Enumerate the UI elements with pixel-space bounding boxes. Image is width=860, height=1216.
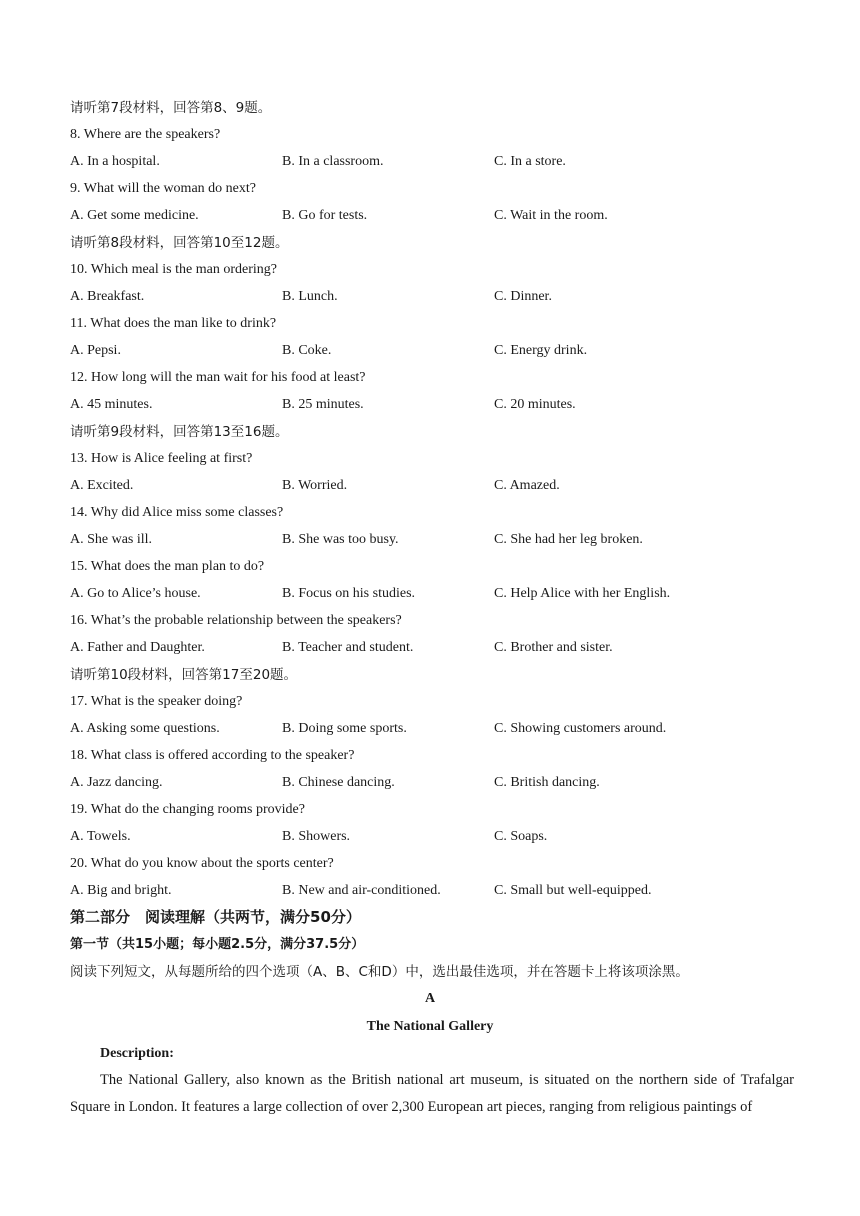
option-a: A. In a hospital. — [70, 154, 160, 169]
option-b: B. New and air-conditioned. — [282, 883, 441, 898]
option-b: B. Showers. — [282, 829, 351, 844]
options-14 — [70, 531, 790, 549]
options-20 — [70, 882, 790, 900]
option-a: A. Get some medicine. — [70, 208, 199, 223]
option-a: A. Go to Alice’s house. — [70, 586, 201, 601]
passage-letter: A — [424, 991, 436, 1006]
description-label: Description: — [100, 1046, 174, 1061]
options-12 — [70, 396, 790, 414]
option-b: B. Teacher and student. — [282, 640, 414, 655]
question-14: 14. Why did Alice miss some classes? — [70, 505, 284, 520]
option-b: B. Go for tests. — [282, 208, 368, 223]
listening-intro-8: 请听第8段材料，回答第10至12题。 — [70, 235, 289, 251]
option-b: B. Chinese dancing. — [282, 775, 395, 790]
options-13 — [70, 477, 790, 495]
option-a: A. 45 minutes. — [70, 397, 153, 412]
option-b: B. Lunch. — [282, 289, 338, 304]
option-b: B. In a classroom. — [282, 154, 384, 169]
question-16: 16. What’s the probable relationship between the speakers? — [70, 613, 402, 628]
option-a: A. Big and bright. — [70, 883, 172, 898]
option-b: B. Doing some sports. — [282, 721, 407, 736]
option-a: A. Father and Daughter. — [70, 640, 205, 655]
listening-intro-10: 请听第10段材料，回答第17至20题。 — [70, 667, 298, 683]
option-c: C. In a store. — [494, 154, 566, 169]
passage-title: The National Gallery — [366, 1019, 494, 1034]
options-9 — [70, 207, 790, 225]
option-c: C. British dancing. — [494, 775, 600, 790]
option-b: B. She was too busy. — [282, 532, 399, 547]
options-16 — [70, 639, 790, 657]
options-19 — [70, 828, 790, 846]
question-10: 10. Which meal is the man ordering? — [70, 262, 277, 277]
option-c: C. 20 minutes. — [494, 397, 576, 412]
option-b: B. Worried. — [282, 478, 348, 493]
option-a: A. Jazz dancing. — [70, 775, 163, 790]
option-c: C. Showing customers around. — [494, 721, 667, 736]
option-b: B. Focus on his studies. — [282, 586, 416, 601]
question-13: 13. How is Alice feeling at first? — [70, 451, 253, 466]
question-17: 17. What is the speaker doing? — [70, 694, 243, 709]
option-c: C. She had her leg broken. — [494, 532, 643, 547]
options-11 — [70, 342, 790, 360]
question-11: 11. What does the man like to drink? — [70, 316, 277, 331]
question-20: 20. What do you know about the sports center? — [70, 856, 334, 871]
option-a: A. Excited. — [70, 478, 134, 493]
option-c: C. Dinner. — [494, 289, 552, 304]
listening-intro-9: 请听第9段材料，回答第13至16题。 — [70, 424, 289, 440]
part-two-heading: 第二部分 阅读理解（共两节，满分50分） — [70, 908, 361, 926]
question-8: 8. Where are the speakers? — [70, 127, 221, 142]
option-a: A. Breakfast. — [70, 289, 145, 304]
option-a: A. Asking some questions. — [70, 721, 220, 736]
question-19: 19. What do the changing rooms provide? — [70, 802, 305, 817]
options-18 — [70, 774, 790, 792]
options-8 — [70, 153, 790, 171]
options-17 — [70, 720, 790, 738]
option-c: C. Brother and sister. — [494, 640, 613, 655]
question-18: 18. What class is offered according to the speaker? — [70, 748, 355, 763]
options-15 — [70, 585, 790, 603]
listening-intro-7: 请听第7段材料，回答第8、9题。 — [70, 100, 272, 116]
option-c: C. Soaps. — [494, 829, 548, 844]
option-c: C. Amazed. — [494, 478, 560, 493]
section-one-heading: 第一节（共15小题；每小题2.5分，满分37.5分） — [70, 937, 365, 952]
question-15: 15. What does the man plan to do? — [70, 559, 265, 574]
passage-paragraph: The National Gallery, also known as the British national art museum, is situated on the northern side of Trafalgar Square in London. It features a large collection of over 2,300 European art pieces, ranging from religious paintings of — [70, 1072, 794, 1115]
option-a: A. She was ill. — [70, 532, 153, 547]
option-b: B. Coke. — [282, 343, 332, 358]
options-10 — [70, 288, 790, 306]
option-c: C. Wait in the room. — [494, 208, 608, 223]
option-a: A. Towels. — [70, 829, 131, 844]
option-b: B. 25 minutes. — [282, 397, 364, 412]
question-12: 12. How long will the man wait for his food at least? — [70, 370, 366, 385]
option-c: C. Help Alice with her English. — [494, 586, 671, 601]
option-a: A. Pepsi. — [70, 343, 121, 358]
option-c: C. Energy drink. — [494, 343, 588, 358]
question-9: 9. What will the woman do next? — [70, 181, 256, 196]
reading-instructions: 阅读下列短文，从每题所给的四个选项（A、B、C和D）中，选出最佳选项，并在答题卡上将该项涂黑。 — [70, 964, 689, 980]
option-c: C. Small but well-equipped. — [494, 883, 652, 898]
